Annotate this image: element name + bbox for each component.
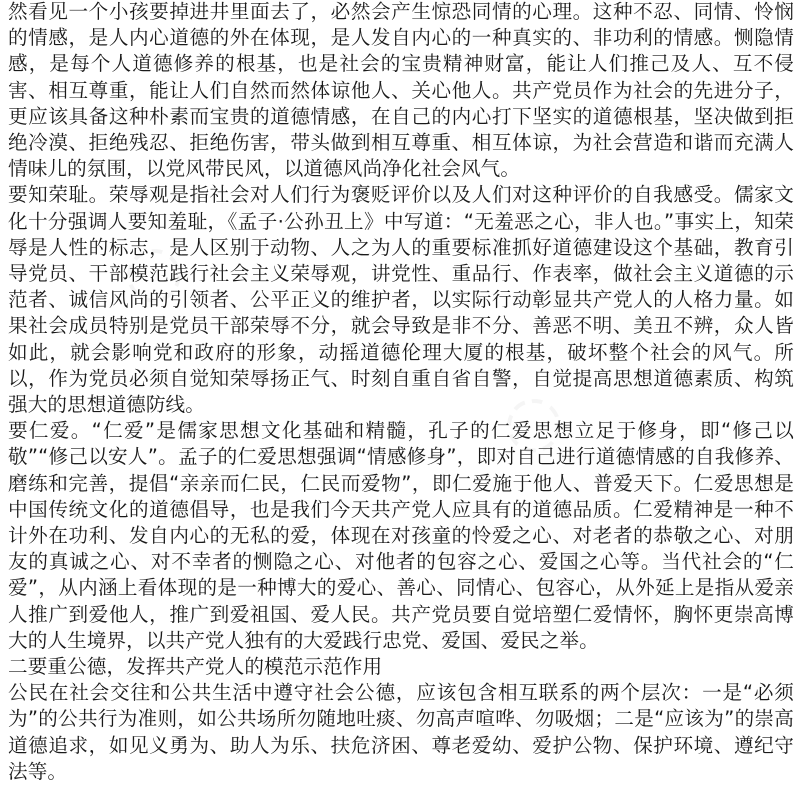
- paragraph-compassion: 然看见一个小孩要掉进井里面去了，必然会产生惊恐同情的心理。这种不忍、同情、怜悯的情感，是人内心道德的外在体现，是人发自内心的一种真实的、非功利的情感。恻隐情感，是每个人道德修养的根基，也是社会的宝贵精神财富，能让人们推己及人、互不侵害、相互尊重，能让人们自然而然体谅他人、关心他人。共产党员作为社会的先进分子，更应该具备这种朴素而宝贵的道德情感，在自己的内心打下坚实的道德根基，坚决做到拒绝冷漠、拒绝残忍、拒绝伤害，带头做到相互尊重、相互体谅，为社会营造和谐而充满人情味儿的氛围，以党风带民风，以道德风尚净化社会风气。: [8, 0, 794, 181]
- watermark-mark: ◌: [482, 369, 580, 473]
- watermark-mark: ◌: [102, 219, 200, 323]
- section-heading: 二要重公德，发挥共产党人的模范示范作用: [8, 655, 383, 679]
- paragraph-benevolence: 要仁爱。“仁爱”是儒家思想文化基础和精髓，孔子的仁爱思想立足于修身，即“修己以敬”“修己以安人”。孟子的仁爱思想强调“情感修身”，即对自己进行道德情感的自我修养、磨练和完善，提倡“亲亲而仁民，仁民而爱物”，即仁爱施于他人、普爱天下。仁爱思想是中国传统文化的道德倡导，也是我们今天共产党人应具有的道德品质。仁爱精神是一种不计外在功利、发自内心的无私的爱，体现在对孩童的怜爱之心、对老者的恭敬之心、对朋友的真诚之心、对不幸者的恻隐之心、对他者的包容之心、爱国之心等。当代社会的“仁爱”，从内涵上看体现的是一种博大的爱心、善心、同情心、包容心，从外延上是指从爱亲人推广到爱他人，推广到爱祖国、爱人民。共产党员要自觉培塑仁爱情怀，胸怀更崇高博大的人生境界，以共产党人独有的大爱践行忠党、爱国、爱民之举。: [8, 419, 794, 652]
- paragraph-shame: 要知荣耻。荣辱观是指社会对人们行为褒贬评价以及人们对这种评价的自我感受。儒家文化十分强调人要知羞耻，《孟子·公孙丑上》中写道：“无羞恶之心，非人也。”事实上，知荣辱是人性的标志，是人区别于动物、人之为人的重要标准抓好道德建设这个基础，教育引导党员、干部模范践行社会主义荣辱观，讲党性、重品行、作表率，做社会主义道德的示范者、诚信风尚的引领者、公平正义的维护者，以实际行动彰显共产党人的人格力量。如果社会成员特别是党员干部荣辱不分，就会导致是非不分、善恶不明、美丑不辨，众人皆如此，就会影响党和政府的形象，动摇道德伦理大厦的根基，破坏整个社会的风气。所以，作为党员必须自觉知荣辱扬正气、时刻自重自省自警，自觉提高思想道德素质、构筑强大的思想道德防线。: [8, 183, 794, 417]
- document-body: [8, 0, 794, 785]
- paragraph-public-morality: 公民在社会交往和公共生活中遵守社会公德，应该包含相互联系的两个层次：一是“必须为”的公共行为准则，如公共场所勿随地吐痰、勿高声喧哗、勿吸烟；二是“应该为”的崇高道德追求，如见义勇为、助人为乐、扶危济困、尊老爱幼、爱护公物、保护环境、遵纪守法等。: [8, 681, 794, 783]
